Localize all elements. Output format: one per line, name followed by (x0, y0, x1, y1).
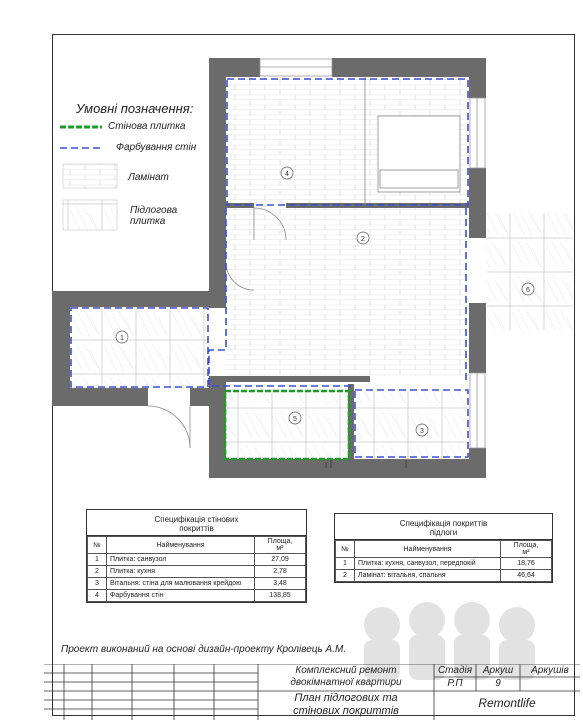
sheets-label: Аркушів (531, 665, 569, 676)
wall-spec-col-area-line2: м² (276, 545, 284, 552)
floor-spec-col-area-line1: Площа, (513, 542, 539, 549)
room-label-2: 2 (361, 236, 365, 243)
floor-spec-row-name: Плитка: кухня, санвузол, передпокій (355, 558, 501, 570)
wall-spec-col-name: Найменування (107, 537, 255, 554)
table-row (88, 566, 306, 578)
wall-spec-row-name: Вітальня: стіна для малювання крейдою (107, 578, 255, 590)
floor-spec-row-area: 18,76 (501, 558, 552, 570)
floor-spec-row-no: 2 (336, 570, 355, 582)
room-label-6: 6 (526, 287, 530, 294)
wall-spec-title (87, 510, 306, 536)
wall-spec-row-area: 138,85 (255, 590, 306, 602)
legend-floor-tile-line2: плитка (130, 216, 166, 227)
room-label-1: 1 (120, 335, 124, 342)
company-name: Remontlife (478, 696, 536, 710)
sheet-title (258, 692, 434, 718)
wall-spec-row-no: 4 (88, 590, 107, 602)
legend-floor-tile-symbol (63, 200, 117, 230)
floor-spec-row-name: Ламінат: вітальня, спальня (355, 570, 501, 582)
wall-spec-col-no: № (88, 537, 107, 554)
legend-laminate-symbol (63, 164, 117, 188)
table-row (88, 578, 306, 590)
wall-spec-col-area (255, 537, 306, 554)
legend-floor-tile-label (130, 205, 177, 227)
project-title-line1: Комплексний ремонт (295, 665, 397, 676)
bath-tile (225, 392, 348, 459)
wall-spec-header (88, 537, 306, 554)
wall-spec-row-area: 27,09 (255, 554, 306, 566)
hall-tile (70, 307, 209, 388)
floor-spec-col-area (501, 541, 552, 558)
room-label-3: 3 (420, 428, 424, 435)
wall-spec-row-no: 3 (88, 578, 107, 590)
legend-wall-tile-label: Стінова плитка (108, 121, 186, 132)
room-label-5: 5 (293, 416, 297, 423)
floor-spec-row-area: 46,64 (501, 570, 552, 582)
wall-spec-row-name: Фарбування стін (107, 590, 255, 602)
floor-spec-header (336, 541, 552, 558)
stage-value: Р.П (447, 678, 463, 689)
table-row (88, 554, 306, 566)
legend-floor-tile-line1: Підлогова (130, 205, 178, 216)
floor-spec-col-area-line2: м² (522, 549, 530, 556)
wall-spec-row-area: 2,78 (255, 566, 306, 578)
wall-spec-row-name: Плитка: санвузол (107, 554, 255, 566)
project-title-line2: двокімнатної квартири (290, 677, 402, 688)
wall-spec-title-line1: Специфікація стінових (154, 515, 239, 524)
sheet-value: 9 (495, 678, 501, 689)
wall-spec-row-name: Плитка: кухня (107, 566, 255, 578)
wall-spec-title-line2: покриттів (179, 524, 214, 533)
wall-spec-row-no: 1 (88, 554, 107, 566)
sheet-label: Аркуш (482, 665, 514, 676)
stage-label: Стадія (437, 665, 473, 676)
floor-spec-col-no: № (336, 541, 355, 558)
floor-spec-table (334, 513, 553, 583)
legend-symbols (60, 127, 117, 230)
legend-title: Умовні позначення: (76, 101, 194, 116)
living-laminate (226, 206, 469, 376)
legend-laminate-label: Ламінат (128, 172, 169, 183)
sheet-title-line1: План підлогових та (294, 692, 398, 704)
wall-spec-col-area-line1: Площа, (267, 538, 293, 545)
floor-spec-row-no: 1 (336, 558, 355, 570)
floor-spec-title-line1: Специфікація покриттів (399, 519, 488, 528)
wall-spec-row-no: 2 (88, 566, 107, 578)
table-row (88, 590, 306, 602)
table-row (336, 558, 552, 570)
floor-spec-title (335, 514, 552, 540)
balcony-tile (487, 213, 573, 330)
floor-spec-col-name: Найменування (355, 541, 501, 558)
project-note: Проект виконаний на основі дизайн-проекту Кролівець А.М. (61, 644, 347, 655)
project-title (258, 665, 434, 689)
wall-spec-row-area: 3,48 (255, 578, 306, 590)
legend-wall-paint-label: Фарбування стін (116, 142, 197, 153)
kitchen-tile (354, 392, 470, 459)
wall-spec-table (86, 509, 307, 603)
room-label-4: 4 (285, 171, 289, 178)
floor-spec-title-line2: підлоги (429, 528, 458, 537)
sheet-title-line2: стінових покриттів (293, 705, 399, 717)
title-block (44, 664, 580, 720)
